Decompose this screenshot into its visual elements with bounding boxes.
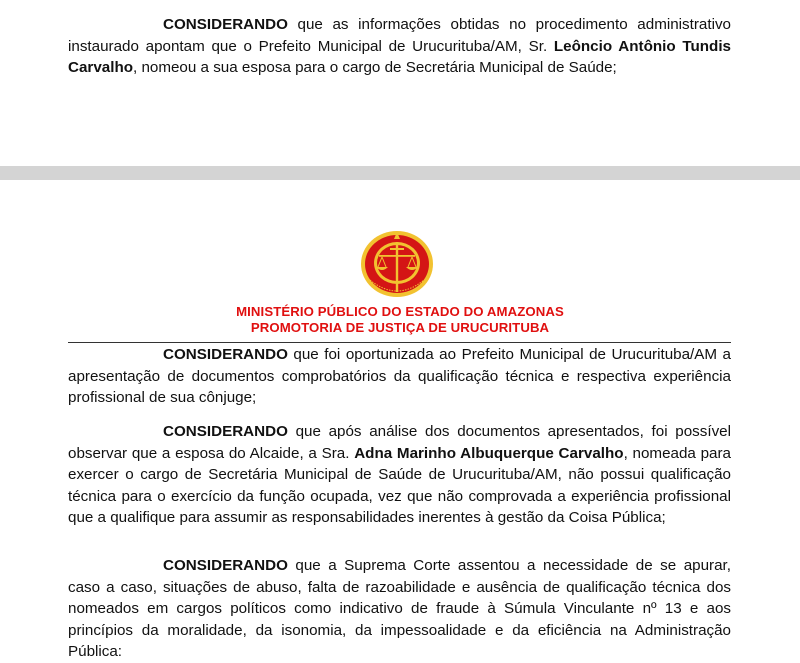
considerando-keyword: CONSIDERANDO xyxy=(163,423,288,440)
document-page-top xyxy=(0,0,800,166)
page-separator xyxy=(0,166,800,180)
paragraph-text: que as informações obtidas no procedimento administrativo instaurado apontam que o Prefeito Municipal de Urucurituba/AM, Sr. xyxy=(68,16,731,55)
header-promotoria-line: PROMOTORIA DE JUSTIÇA DE URUCURITUBA xyxy=(250,320,550,335)
document-page-bottom xyxy=(0,180,800,660)
considerando-paragraph-4 xyxy=(68,555,731,663)
paragraph-text: que a Suprema Corte assentou a necessidade de se apurar, caso a caso, situações de abuso, falta de razoabilidade e ausência de qualificação técnica dos nomeados em cargos políticos como indicativo de fraude à Súmula Vinculante nº 13 e aos princípios da moralidade, da isonomia, da impessoalidade e da eficiência na Administração Pública: xyxy=(68,557,731,660)
paragraph-text: , nomeou a sua esposa para o cargo de Secretária Municipal de Saúde; xyxy=(133,59,617,76)
considerando-keyword: CONSIDERANDO xyxy=(163,16,288,33)
header-divider xyxy=(68,342,731,343)
considerando-paragraph-1 xyxy=(68,14,731,79)
paragraph-text: que após análise dos documentos apresentados, foi possível observar que a esposa do Alcaide, a Sra. xyxy=(68,423,731,462)
mayor-name: Leôncio Antônio Tundis Carvalho xyxy=(68,37,731,76)
considerando-paragraph-3 xyxy=(68,421,731,529)
considerando-paragraph-2 xyxy=(68,344,731,409)
paragraph-text: que foi oportunizada ao Prefeito Municipal de Urucurituba/AM a apresentação de documentos comprobatórios da qualificação técnica e respectiva experiência profissional de sua cônjuge; xyxy=(68,346,731,406)
spouse-name: Adna Marinho Albuquerque Carvalho xyxy=(354,444,624,462)
ministerio-publico-seal-icon xyxy=(354,228,440,302)
considerando-keyword: CONSIDERANDO xyxy=(163,557,288,574)
header-ministerio-line: MINISTÉRIO PÚBLICO DO ESTADO DO AMAZONAS xyxy=(236,304,564,319)
considerando-keyword: CONSIDERANDO xyxy=(163,346,288,363)
paragraph-text: , nomeada para exercer o cargo de Secretária Municipal de Saúde de Urucurituba/AM, não possui qualificação técnica para o exercício da função ocupada, vez que não comprovada a experiência profissional que a qualifique para assumir as responsabilidades inerentes à gestão da Coisa Pública; xyxy=(68,444,731,526)
institution-header xyxy=(0,304,800,336)
